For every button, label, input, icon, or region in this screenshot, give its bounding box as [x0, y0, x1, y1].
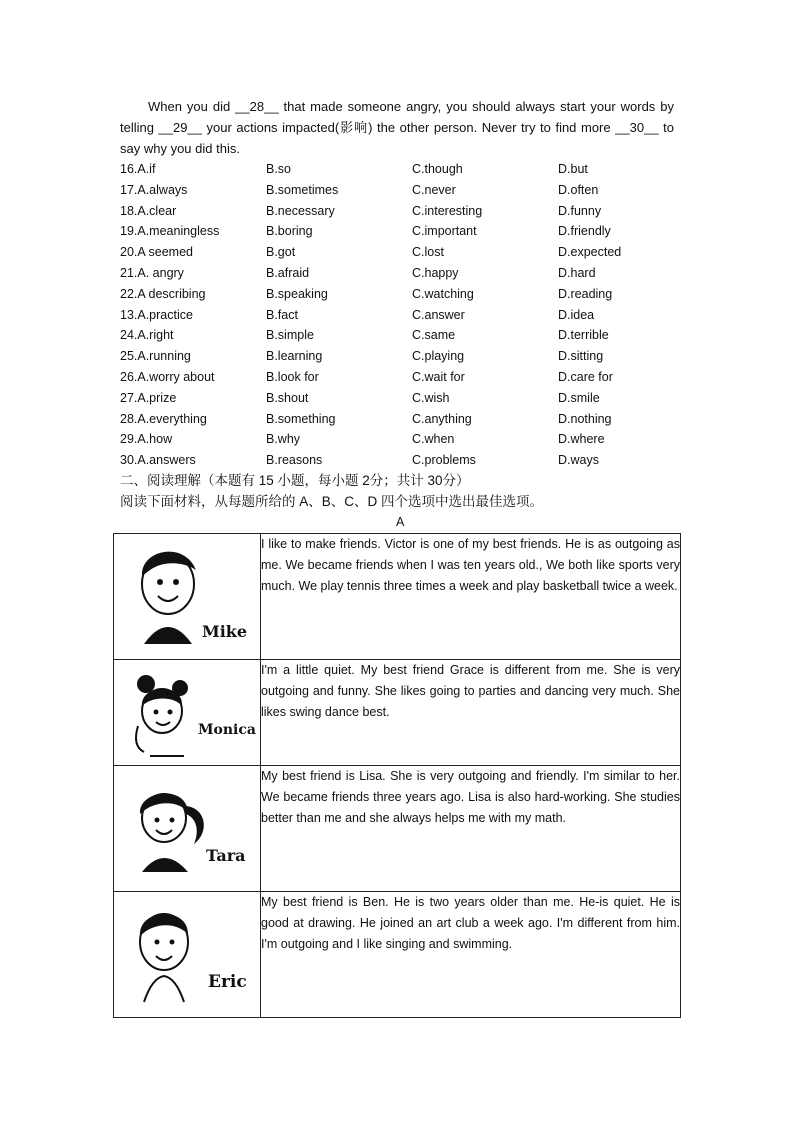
option-row	[120, 221, 680, 242]
option-a: 25.A.running	[120, 349, 191, 364]
option-c: C.never	[412, 182, 456, 197]
option-a: 20.A seemed	[120, 245, 193, 260]
option-d: D.terrible	[558, 328, 609, 343]
boy-portrait-icon	[114, 534, 260, 659]
boy-portrait-icon	[124, 540, 214, 650]
option-d: D.care for	[558, 369, 613, 384]
option-a: 24.A.right	[120, 328, 174, 343]
blank-30: __30__	[615, 120, 659, 135]
option-row	[120, 242, 680, 263]
option-d: D.but	[558, 162, 588, 176]
passage-label: A	[396, 515, 405, 529]
option-c: C.wait for	[412, 369, 465, 384]
girl-portrait-icon	[124, 666, 204, 761]
option-d: D.funny	[558, 203, 602, 218]
table-row	[114, 766, 681, 892]
paragraph-text: that made someone angry, you should always start your words by telling	[120, 99, 675, 135]
option-b: B.necessary	[266, 203, 335, 218]
cloze-options	[120, 159, 680, 471]
option-c: C.important	[412, 224, 477, 239]
option-a: 29.A.how	[120, 432, 173, 447]
option-a: 16.A.if	[120, 162, 156, 176]
option-a: 22.A describing	[120, 286, 206, 301]
option-d: D.often	[558, 182, 599, 197]
girl-ponytail-portrait-icon	[124, 772, 214, 877]
table-row	[114, 534, 681, 660]
person-name: Tara	[206, 846, 246, 865]
option-a: 30.A.answers	[120, 453, 196, 468]
option-a: 28.A.everything	[120, 411, 207, 426]
option-row	[120, 409, 680, 430]
option-c: C.lost	[412, 245, 444, 260]
person-name: Eric	[208, 972, 247, 992]
option-c: C.same	[412, 328, 456, 343]
option-d: D.smile	[558, 390, 600, 405]
option-c: C.when	[412, 432, 455, 447]
section-title: 二、阅读理解（本题有 15 小题，每小题 2分；共计 30分）	[120, 473, 470, 488]
option-b: B.fact	[266, 307, 298, 322]
option-d: D.idea	[558, 307, 595, 322]
option-c: C.happy	[412, 265, 459, 280]
person-name: Mike	[202, 622, 248, 641]
blank-29: __29__	[158, 120, 202, 135]
option-b: B.sometimes	[266, 182, 339, 197]
paragraph-text: When you did	[148, 99, 236, 114]
option-b: B.shout	[266, 390, 309, 405]
paragraph-text: your actions impacted(影响) the other person. Never try to find more	[201, 120, 616, 135]
option-row	[120, 450, 680, 471]
blank-28: __28__	[235, 99, 279, 114]
option-a: 13.A.practice	[120, 307, 193, 322]
option-b: B.afraid	[266, 265, 310, 280]
paragraph-text: to say why you did this.	[120, 120, 674, 156]
portrait-cell	[114, 766, 261, 892]
row-text: I'm a little quiet. My best friend Grace is different from me. She is very outgoing and funny. She likes going to parties and dancing very much. She likes swing dance best.	[261, 660, 681, 766]
option-c: C.though	[412, 162, 463, 176]
option-c: C.wish	[412, 390, 450, 405]
option-d: D.nothing	[558, 411, 612, 426]
portrait-cell	[114, 892, 261, 1018]
option-c: C.answer	[412, 307, 465, 322]
option-a: 17.A.always	[120, 182, 188, 197]
option-d: D.reading	[558, 286, 613, 301]
option-c: C.interesting	[412, 203, 483, 218]
option-d: D.where	[558, 432, 605, 447]
option-c: C.watching	[412, 286, 474, 301]
option-row	[120, 305, 680, 326]
table-row	[114, 892, 681, 1018]
option-d: D.friendly	[558, 224, 611, 239]
option-b: B.got	[266, 245, 296, 260]
option-a: 27.A.prize	[120, 390, 177, 405]
option-b: B.reasons	[266, 453, 323, 468]
row-text: My best friend is Lisa. She is very outgoing and friendly. I'm similar to her. We became friends three years ago. Lisa is also hard-working. She studies better than me and she always helps me with my math.	[261, 766, 681, 892]
option-a: 19.A.meaningless	[120, 224, 220, 239]
table-row	[114, 660, 681, 766]
option-a: 26.A.worry about	[120, 369, 215, 384]
option-row	[120, 180, 680, 201]
option-row	[120, 263, 680, 284]
row-text: I like to make friends. Victor is one of my best friends. He is as outgoing as me. We became friends when I was ten years old., We both like sports very much. We play tennis three times a week and play basketball twice a week.	[261, 534, 681, 660]
option-b: B.boring	[266, 224, 313, 239]
option-d: D.expected	[558, 245, 622, 260]
option-c: C.playing	[412, 349, 465, 364]
girl-ponytail-portrait-icon	[114, 766, 260, 891]
option-c: C.problems	[412, 453, 476, 468]
option-a: 21.A. angry	[120, 265, 184, 280]
option-row	[120, 284, 680, 305]
option-c: C.anything	[412, 411, 472, 426]
option-b: B.something	[266, 411, 336, 426]
cloze-paragraph	[120, 96, 674, 159]
option-a: 18.A.clear	[120, 203, 177, 218]
option-row	[120, 325, 680, 346]
option-b: B.so	[266, 162, 292, 176]
option-b: B.look for	[266, 369, 319, 384]
portrait-cell	[114, 660, 261, 766]
option-b: B.simple	[266, 328, 314, 343]
row-text: My best friend is Ben. He is two years older than me. He-is quiet. He is good at drawing. He joined an art club a week ago. I'm different from him. I'm outgoing and I like singing and swimming.	[261, 892, 681, 1018]
option-row	[120, 346, 680, 367]
option-b: B.learning	[266, 349, 323, 364]
instruction-text: 阅读下面材料，从每题所给的 A、B、C、D 四个选项中选出最佳选项。	[120, 494, 544, 509]
boy-portrait-icon	[124, 898, 209, 1008]
option-row	[120, 201, 680, 222]
boy-portrait-icon	[114, 892, 260, 1017]
friends-table	[113, 533, 681, 1018]
option-row	[120, 429, 680, 450]
option-d: D.sitting	[558, 349, 604, 364]
option-row	[120, 159, 680, 180]
option-b: B.why	[266, 432, 301, 447]
option-row	[120, 388, 680, 409]
person-name: Monica	[198, 722, 256, 738]
option-d: D.hard	[558, 265, 596, 280]
option-b: B.speaking	[266, 286, 328, 301]
girl-portrait-icon	[114, 660, 260, 765]
option-d: D.ways	[558, 453, 599, 468]
portrait-cell	[114, 534, 261, 660]
option-row	[120, 367, 680, 388]
